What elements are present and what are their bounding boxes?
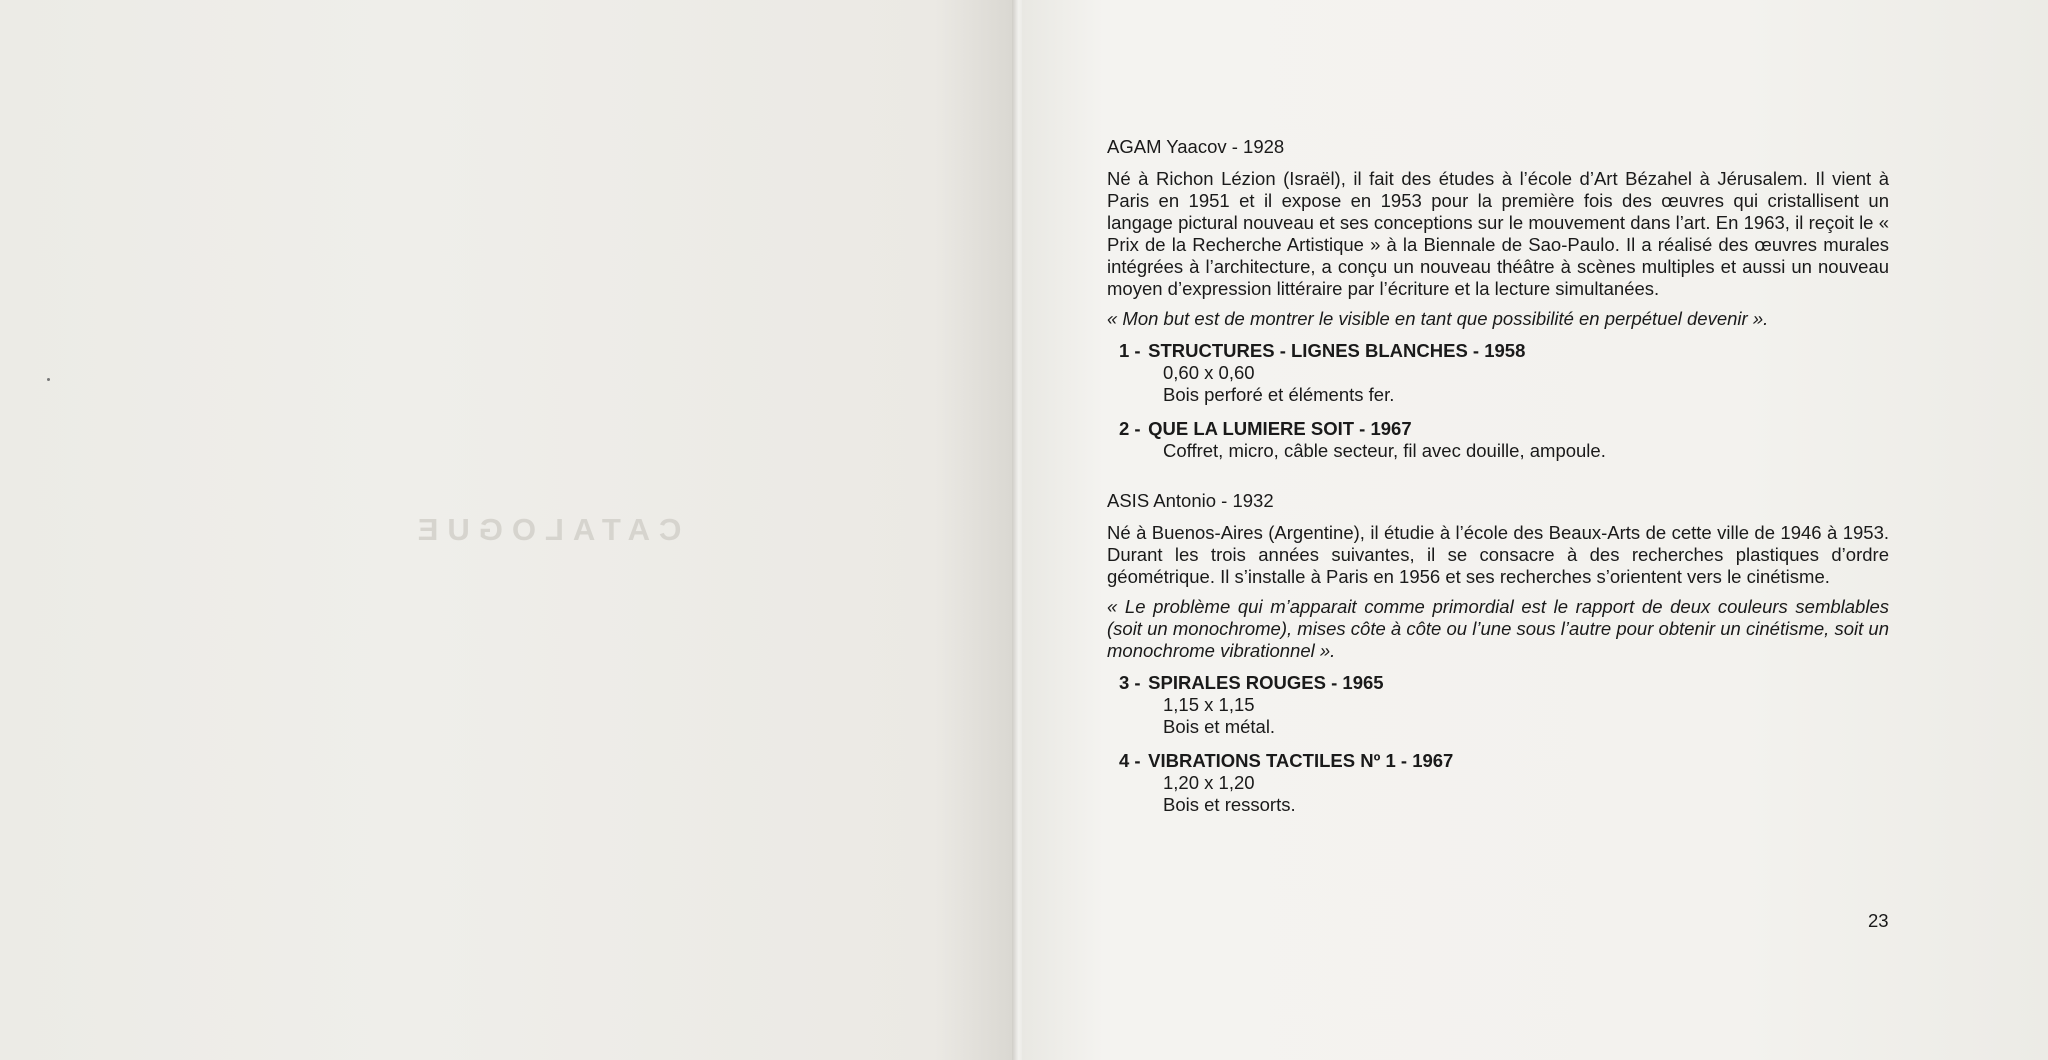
work-number: 4 - [1119,750,1141,771]
work-item [1107,750,1889,816]
work-title [1119,750,1889,772]
work-dimensions: 1,15 x 1,15 [1163,694,1255,715]
work-item [1107,340,1889,406]
artist-heading: AGAM Yaacov - 1928 [1107,136,1285,157]
work-number: 1 - [1119,340,1141,361]
paper-speck [47,378,50,381]
artist-bio: Né à Buenos-Aires (Argentine), il étudie à l’école des Beaux-Arts de cette ville de 1946 à 1953. Durant les trois années suivantes, il se consacre à des recherches plastiques d’ordre géométrique. Il s’installe à Paris en 1956 et ses recherches s’orientent vers le cinétisme. [1107,522,1889,587]
work-title-text: STRUCTURES - LIGNES BLANCHES - 1958 [1148,340,1526,361]
work-title [1119,340,1889,362]
artist-heading: ASIS Antonio - 1932 [1107,490,1274,511]
work-item [1107,418,1889,462]
work-number: 2 - [1119,418,1141,439]
catalogue-content [1107,136,1889,828]
work-materials: Bois et métal. [1163,716,1276,737]
work-materials: Bois et ressorts. [1163,794,1296,815]
catalogue-bleed-through: CATALOGUE [408,512,682,547]
work-title [1119,672,1889,694]
work-number: 3 - [1119,672,1141,693]
work-title-text: QUE LA LUMIERE SOIT - 1967 [1148,418,1412,439]
work-title [1119,418,1889,440]
work-title-text: SPIRALES ROUGES - 1965 [1148,672,1384,693]
left-page [0,0,1016,1060]
artist-quote: « Le problème qui m’apparait comme primordial est le rapport de deux couleurs semblables (soit un monochrome), mises côte à côte ou l’une sous l’autre pour obtenir un cinétisme, soit un monochrome vibrationnel ». [1107,596,1889,661]
artist-quote: « Mon but est de montrer le visible en tant que possibilité en perpétuel devenir ». [1107,308,1769,329]
work-materials: Coffret, micro, câble secteur, fil avec douille, ampoule. [1163,440,1606,461]
work-item [1107,672,1889,738]
work-title-text: VIBRATIONS TACTILES Nº 1 - 1967 [1148,750,1454,771]
page-number: 23 [1868,910,1889,931]
artist-entry-asis [1107,490,1889,816]
work-dimensions: 0,60 x 0,60 [1163,362,1255,383]
work-dimensions: 1,20 x 1,20 [1163,772,1255,793]
artist-entry-agam [1107,136,1889,462]
artist-bio: Né à Richon Lézion (Israël), il fait des études à l’école d’Art Bézahel à Jérusalem. Il vient à Paris en 1951 et il expose en 1953 pour la première fois des œuvres qui cristallisent un langage pictural nouveau et ses conceptions sur le mouvement dans l’art. En 1963, il reçoit le « Prix de la Recherche Artistique » à la Biennale de Sao-Paulo. Il a réalisé des œuvres murales intégrées à l’architecture, a conçu un nouveau théâtre à scènes multiples et aussi un nouveau moyen d’expression littéraire par l’écriture et la lecture simultanées. [1107,168,1889,299]
work-materials: Bois perforé et éléments fer. [1163,384,1395,405]
